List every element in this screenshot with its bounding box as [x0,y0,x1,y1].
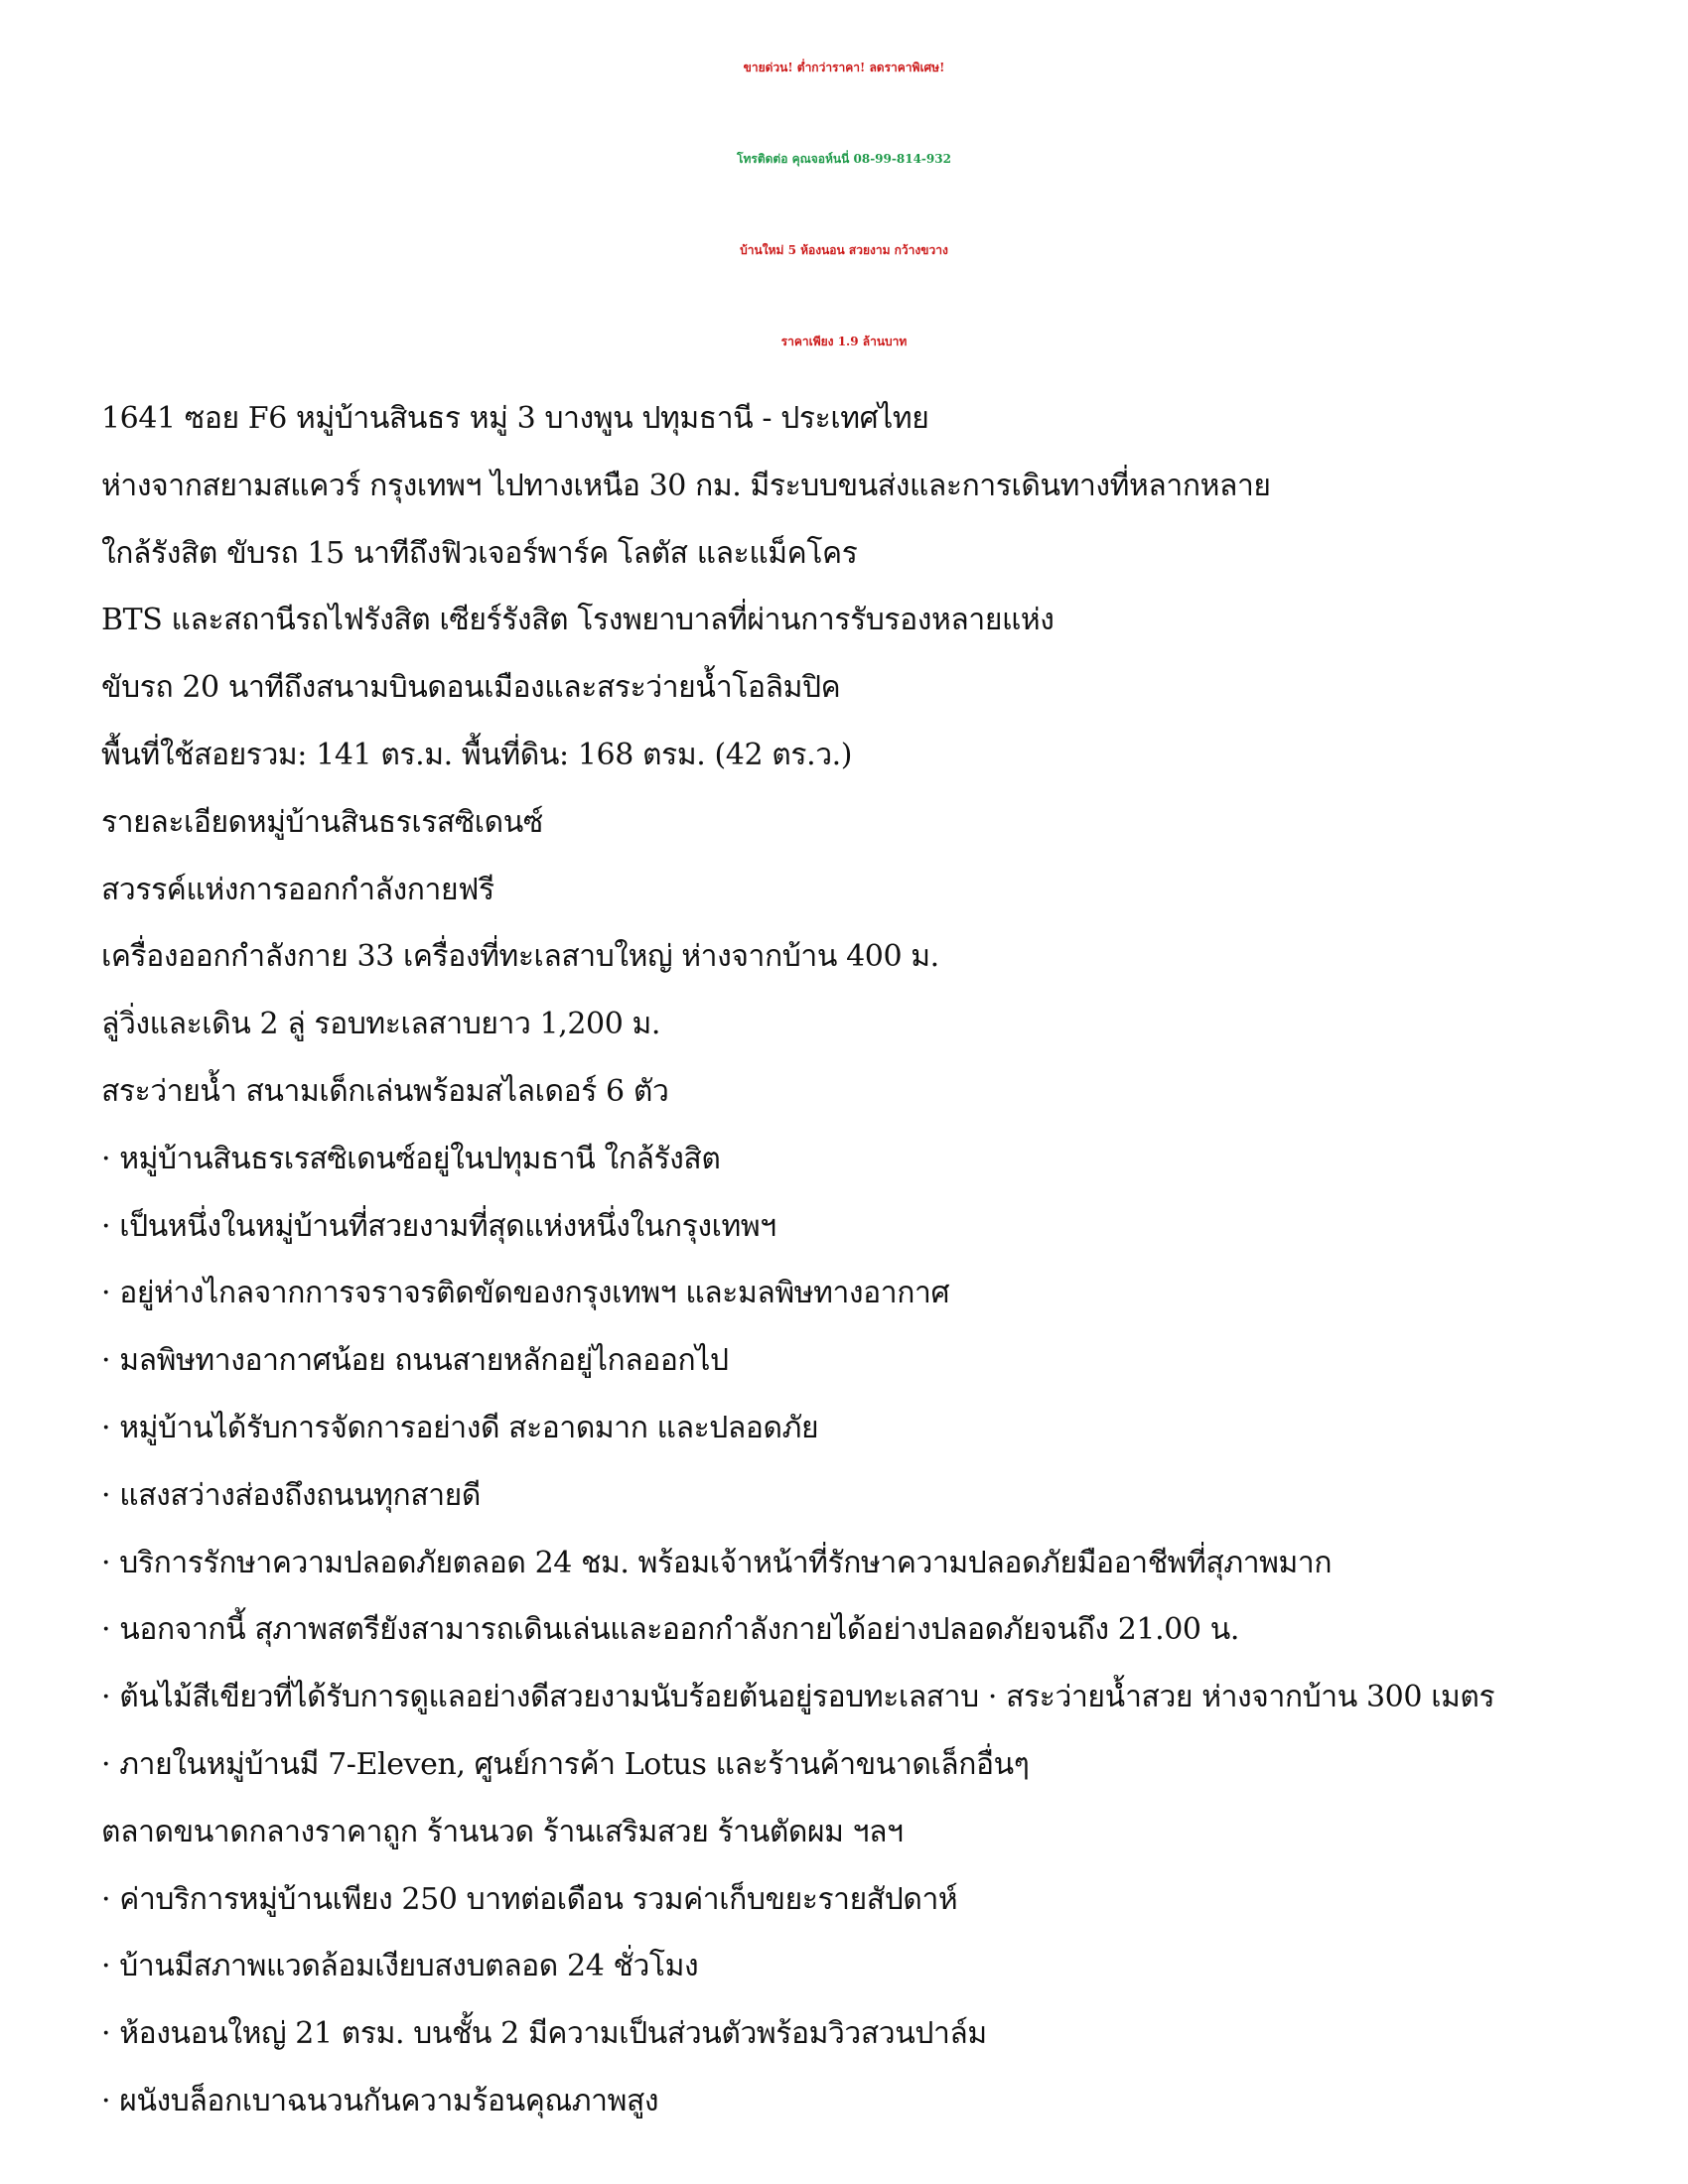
bullet-item: · ผนังบล็อกเบาฉนวนกันความร้อนคุณภาพสูง [101,2083,659,2118]
bullet-item: · ห้องนอนใหญ่ 21 ตรม. บนชั้น 2 มีความเป็นส่วนตัวพร้อมวิวสวนปาล์ม [101,2016,987,2052]
area-line: พื้นที่ใช้สอยรวม: 141 ตร.ม. พื้นที่ดิน: 168 ตรม. (42 ตร.ว.) [101,737,853,772]
bullet-item: · อยู่ห่างไกลจากการจราจรติดขัดของกรุงเทพฯ และมลพิษทางอากาศ [101,1276,950,1311]
bullet-item: · บริการรักษาความปลอดภัยตลอด 24 ชม. พร้อมเจ้าหน้าที่รักษาความปลอดภัยมืออาชีพที่สุภาพมาก [101,1545,1333,1580]
headline-house-description: บ้านใหม่ 5 ห้องนอน สวยงาม กว้างขวาง [740,243,948,257]
bullet-item: · นอกจากนี้ สุภาพสตรียังสามารถเดินเล่นและออกกำลังกายได้อย่างปลอดภัยจนถึง 21.00 น. [101,1612,1239,1648]
detail-line: ตลาดขนาดกลางราคาถูก ร้านนวด ร้านเสริมสวย ร้านตัดผม ฯลฯ [101,1814,904,1849]
detail-line: ลู่วิ่งและเดิน 2 ลู่ รอบทะเลสาบยาว 1,200 ม. [101,1007,661,1042]
bullet-item: · ภายในหมู่บ้านมี 7-Eleven, ศูนย์การค้า Lotus และร้านค้าขนาดเล็กอื่นๆ [101,1746,1030,1782]
detail-line: BTS และสถานีรถไฟรังสิต เซียร์รังสิต โรงพยาบาลที่ผ่านการรับรองหลายแห่ง [101,603,1055,638]
detail-line: สระว่ายน้ำ สนามเด็กเล่นพร้อมสไลเดอร์ 6 ตัว [101,1073,669,1109]
address-line: 1641 ซอย F6 หมู่บ้านสินธร หมู่ 3 บางพูน ปทุมธานี - ประเทศไทย [101,401,929,436]
bullet-item: · มลพิษทางอากาศน้อย ถนนสายหลักอยู่ไกลออกไป [101,1343,729,1379]
detail-line: ห่างจากสยามสแควร์ กรุงเทพฯ ไปทางเหนือ 30 กม. มีระบบขนส่งและการเดินทางที่หลากหลาย [101,468,1271,503]
headline-contact-phone: โทรติดต่อ คุณจอห์นนี่ 08-99-814-932 [737,152,951,166]
bullet-item: · แสงสว่างส่องถึงถนนทุกสายดี [101,1477,481,1513]
listing-details [101,385,1650,2135]
detail-line: สวรรค์แห่งการออกกำลังกายฟรี [101,872,494,907]
headline-price: ราคาเพียง 1.9 ล้านบาท [780,335,908,348]
bullet-item: · หมู่บ้านได้รับการจัดการอย่างดี สะอาดมาก และปลอดภัย [101,1410,819,1445]
section-title: รายละเอียดหมู่บ้านสินธรเรสซิเดนซ์ [101,804,543,840]
bullet-item: · ต้นไม้สีเขียวที่ได้รับการดูแลอย่างดีสวยงามนับร้อยต้นอยู่รอบทะเลสาบ · สระว่ายน้ำสวย ห่างจากบ้าน 300 เมตร [101,1680,1495,1715]
bullet-item: · หมู่บ้านสินธรเรสซิเดนซ์อยู่ในปทุมธานี ใกล้รังสิต [101,1141,721,1176]
detail-line: เครื่องออกกำลังกาย 33 เครื่องที่ทะเลสาบใหญ่ ห่างจากบ้าน 400 ม. [101,939,939,975]
headline-sale: ขายด่วน! ต่ำกว่าราคา! ลดราคาพิเศษ! [743,61,945,74]
bullet-item: · เป็นหนึ่งในหมู่บ้านที่สวยงามที่สุดแห่งหนึ่งในกรุงเทพฯ [101,1208,776,1244]
bullet-item: · ค่าบริการหมู่บ้านเพียง 250 บาทต่อเดือน รวมค่าเก็บขยะรายสัปดาห์ [101,1881,958,1917]
detail-line: ใกล้รังสิต ขับรถ 15 นาทีถึงฟิวเจอร์พาร์ค โลตัส และแม็คโคร [101,535,858,571]
headline-block [0,22,1688,387]
detail-line: ขับรถ 20 นาทีถึงสนามบินดอนเมืองและสระว่ายน้ำโอลิมปิค [101,670,841,706]
bullet-item: · บ้านมีสภาพแวดล้อมเงียบสงบตลอด 24 ชั่วโมง [101,1949,699,1984]
